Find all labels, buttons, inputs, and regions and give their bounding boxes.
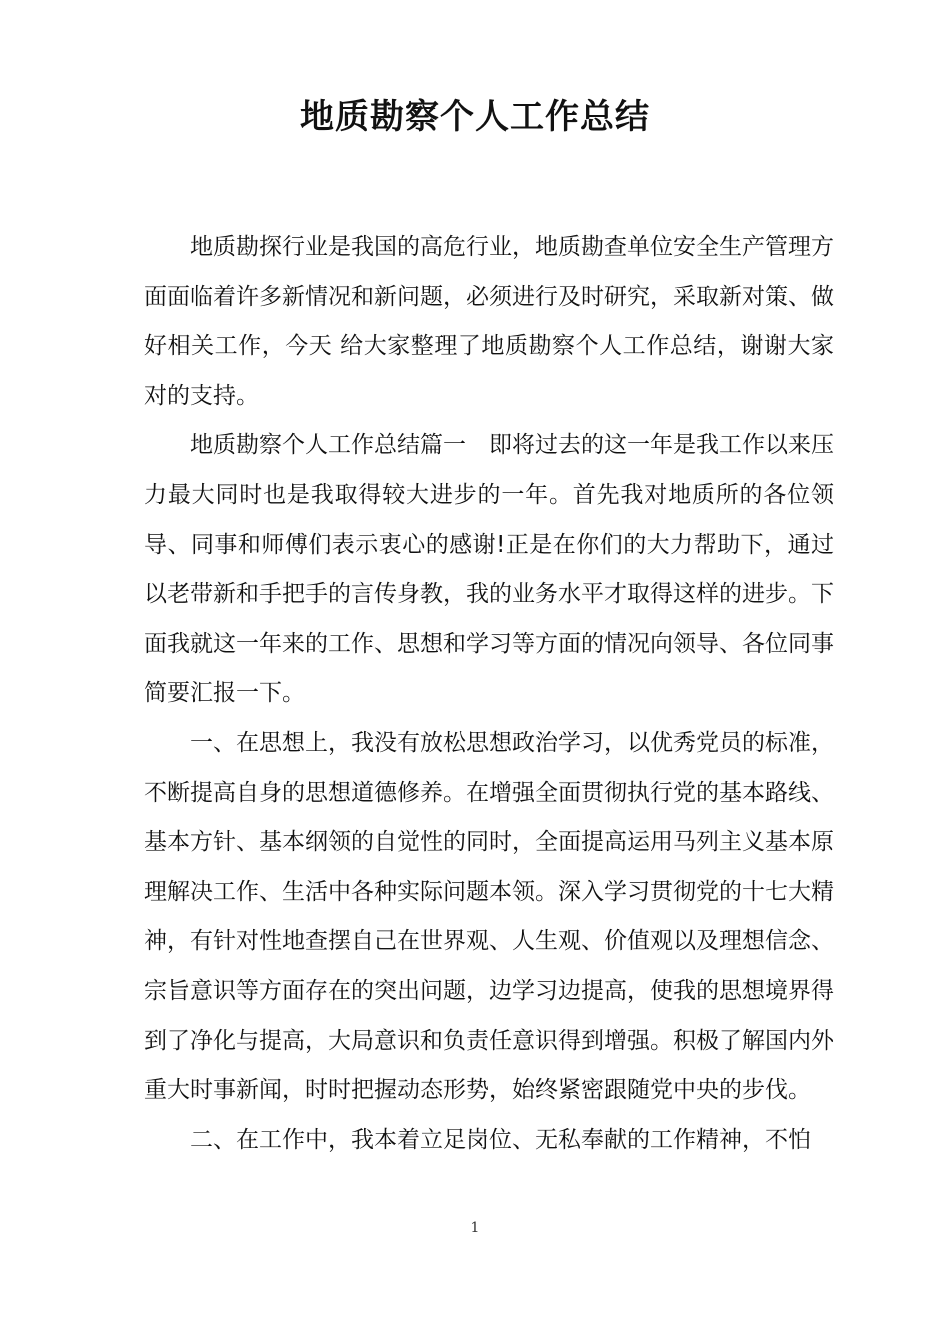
paragraph-work: 二、在工作中，我本着立足岗位、无私奉献的工作精神，不怕 (190, 1126, 811, 1153)
document-body (144, 223, 834, 1165)
paragraph-intro: 地质勘探行业是我国的高危行业，地质勘查单位安全生产管理方面面临着许多新情况和新问题，必须进行及时研究，采取新对策、做好相关工作，今天 给大家整理了地质勘察个人工作总结，谢谢大家对的支持。 (144, 234, 834, 409)
page-number: 1 (470, 1220, 480, 1236)
paragraph-part-one: 地质勘察个人工作总结篇一 即将过去的这一年是我工作以来压力最大同时也是我取得较大进步的一年。首先我对地质所的各位领导、同事和师傅们表示衷心的感谢!正是在你们的大力帮助下，通过以老带新和手把手的言传身教，我的业务水平才取得这样的进步。下面我就这一年来的工作、思想和学习等方面的情况向领导、各位同事简要汇报一下。 (144, 432, 834, 707)
paragraph-thought: 一、在思想上，我没有放松思想政治学习，以优秀党员的标准，不断提高自身的思想道德修养。在增强全面贯彻执行党的基本路线、基本方针、基本纲领的自觉性的同时，全面提高运用马列主义基本原理解决工作、生活中各种实际问题本领。深入学习贯彻党的十七大精神，有针对性地查摆自己在世界观、人生观、价值观以及理想信念、宗旨意识等方面存在的突出问题，边学习边提高，使我的思想境界得到了净化与提高，大局意识和负责任意识得到增强。积极了解国内外重大时事新闻，时时把握动态形势，始终紧密跟随党中央的步伐。 (144, 729, 834, 1104)
document-title: 地质勘察个人工作总结 (300, 97, 650, 137)
